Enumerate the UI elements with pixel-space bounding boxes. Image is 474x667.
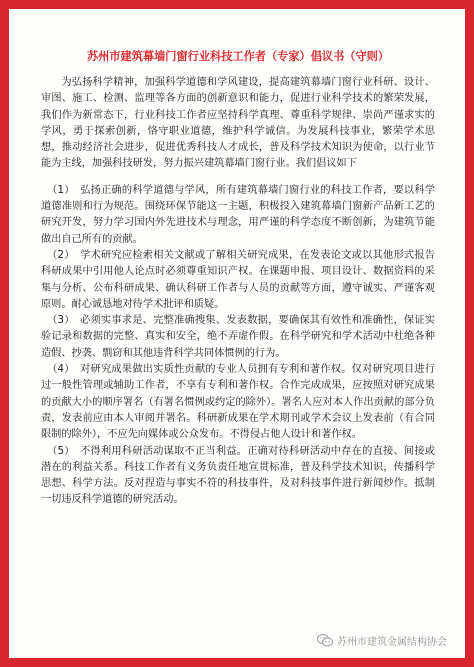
item-4: （4） 对研究成果做出实质性贡献的专业人员拥有专利和著作权。仅对研究项目进行过一般性管理或辅助工作者，不享有专利和著作权。合作完成成果，应按照对研究成果的贡献大小的顺序署名（有署名惯例或约定的除外）。署名人应对本人作出贡献的部分负责，发表前应由本人审阅并署名。科研新成果在学术期刊或学术会议上发表前（有合同限制的除外），不应先向媒体或公众发布。不得侵占他人设计和著作权。 [41,364,435,441]
document-title: 苏州市建筑幕墙门窗行业科技工作者（专家）倡议书（守则） [86,50,390,63]
watermark [317,633,447,648]
item-5: （5） 不得利用科研活动谋取不正当利益。正确对待科研活动中存在的直接、间接或潜在的利益关系。科技工作者有义务负责任地宣贯标准，普及科学技术知识，传播科学思想、科学方法。反对捏造与事实不符的科技事件，及对科技事件进行新闻炒作。抵制一切违反科学道德的研究活动。 [41,445,435,506]
document-body [9,9,465,658]
wechat-icon [317,634,333,647]
item-1: （1） 弘扬正确的科学道德与学风，所有建筑幕墙门窗行业的科技工作者，要以科学道德准则和行为规范。围绕环保节能这一主题，积极投入建筑幕墙门窗新产品新工艺的研究开发，努力学习国内外先进技术与理念，用严谨的科学态度不断创新，为建筑节能做出自己所有的贡献。 [41,184,435,245]
item-3: （3） 必须实事求是、完整准确搜集、发表数据，要确保其有效性和准确性，保证实验记录和数据的完整、真实和安全，绝不弄虚作假。在科学研究和学术活动中杜绝各种造假、抄袭、剽窃和其他违背科学共同体惯例的行为。 [41,315,435,359]
watermark-text: 苏州市建筑金属结构协会 [337,637,447,648]
intro-paragraph: 为弘扬科学精神，加强科学道德和学风建设，提高建筑幕墙门窗行业科研、设计、审图、施工、检测、监理等各方面的创新意识和能力，促进行业科学技术的繁荣发展，我们作为新常态下，行业科技工作者应坚持科学真理、尊重科学规律、崇尚严谨求实的学风，勇于探索创新，恪守职业道德，维护科学诚信。为发展科技事业，繁荣学术思想，推动经济社会进步，促进优秀科技人才成长，普及科学技术知识为使命，以行业节能为主线，加强科技研发，努力振兴建筑幕墙门窗行业。我们倡议如下 [41,77,435,170]
item-2: （2） 学术研究应检索相关文献或了解相关研究成果，在发表论文或以其他形式报告科研成果中引用他人论点时必须尊重知识产权。在课题申报、项目设计、数据资料的采集与分析、公布科研成果、确认科研工作者与人员的贡献等方面，遵守诚实、严谨客观原则。耐心诚恳地对待学术批评和质疑。 [41,249,435,310]
